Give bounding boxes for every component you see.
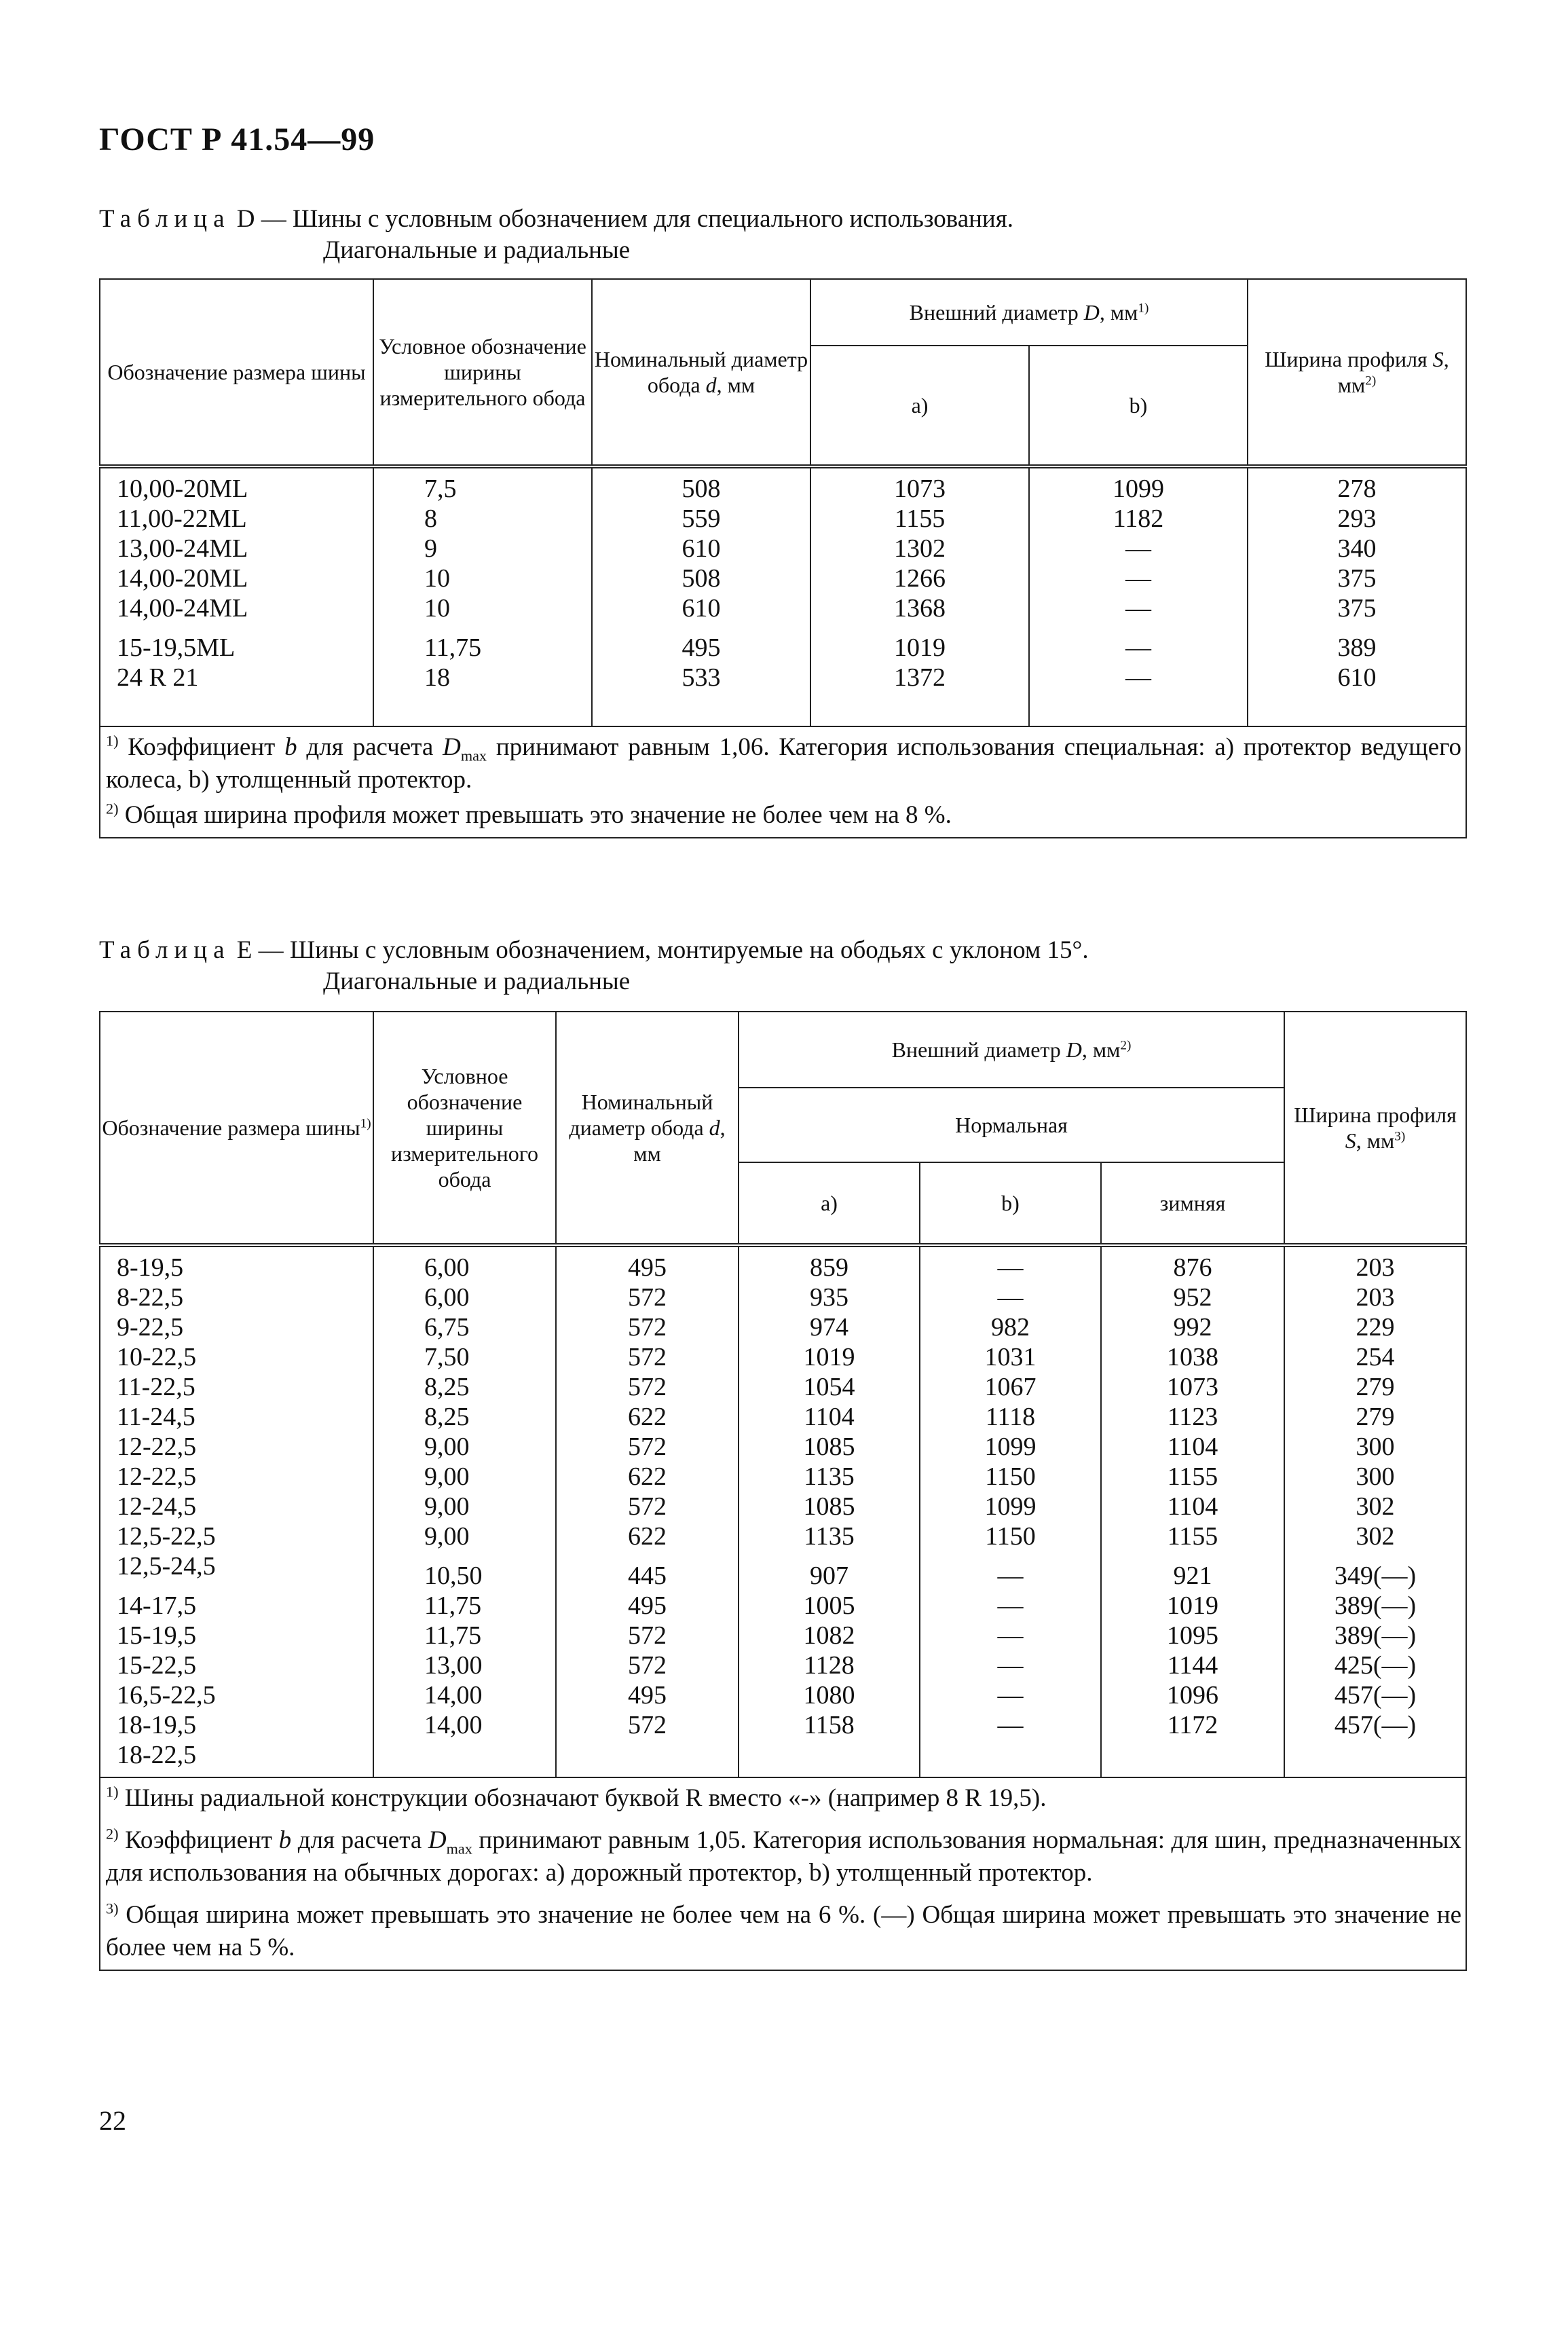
table-cell: 572 (628, 1621, 667, 1650)
table-cell: 457(—) (1334, 1711, 1417, 1739)
table-cell: 572 (628, 1492, 667, 1521)
table-cell: 9,00 (424, 1462, 470, 1491)
table-cell: — (1125, 633, 1151, 662)
table-cell: 425(—) (1334, 1651, 1417, 1680)
table-cell: 9 (424, 534, 437, 563)
table-cell: 1302 (894, 534, 946, 563)
table-cell: 11-22,5 (117, 1373, 195, 1401)
table-cell: 1155 (1167, 1462, 1218, 1491)
table-cell: 1031 (984, 1343, 1037, 1371)
table-cell: 10,50 (424, 1562, 483, 1590)
table-cell: 1099 (984, 1433, 1037, 1461)
group-gap (593, 623, 810, 633)
table-cell: 6,00 (424, 1253, 470, 1282)
table-cell: 610 (1337, 663, 1377, 692)
table-cell: 572 (628, 1651, 667, 1680)
table-e-label: Таблица (99, 936, 231, 964)
table-cell: 14,00-20ML (117, 564, 248, 593)
table-cell: — (997, 1283, 1024, 1312)
table-d-body (100, 466, 1466, 726)
group-gap (811, 623, 1028, 633)
table-cell: 18-22,5 (117, 1741, 197, 1769)
table-e-header-rim-diameter: Номинальный диаметр обода d, мм (556, 1012, 739, 1245)
table-cell: 1155 (1167, 1522, 1218, 1551)
table-cell: 1085 (803, 1433, 855, 1461)
group-gap (424, 1551, 555, 1561)
table-cell: 572 (628, 1313, 667, 1342)
group-gap (117, 623, 373, 633)
table-e-col-size (100, 1245, 373, 1777)
table-d-caption-line2: Диагональные и радиальные (323, 236, 631, 264)
table-d-header-sub-b: b) (1029, 346, 1248, 466)
table-d-notes (100, 726, 1466, 838)
table-cell: 1080 (803, 1681, 855, 1710)
table-e (99, 1011, 1467, 1971)
table-e-col-rim-diameter (556, 1245, 739, 1777)
table-e-header-profile-width: Ширина профиля S, $мм^{3)}$ (1284, 1012, 1466, 1245)
table-cell: 572 (628, 1711, 667, 1739)
table-cell: 11,75 (424, 633, 482, 662)
table-cell: — (997, 1562, 1024, 1590)
table-e-header-rim-width: Условное обозначение ширины измерительного обода (373, 1012, 556, 1245)
table-cell: 1067 (984, 1373, 1037, 1401)
table-cell: 340 (1337, 534, 1377, 563)
table-cell: 15-19,5 (117, 1621, 197, 1650)
document-id: ГОСТ Р 41.54—99 (99, 122, 375, 158)
table-cell: 1085 (803, 1492, 855, 1521)
group-gap (920, 1551, 1100, 1561)
table-cell: 876 (1173, 1253, 1212, 1282)
table-cell: 1182 (1113, 504, 1164, 533)
table-cell: 203 (1356, 1253, 1395, 1282)
table-d-header-sub-a: a) (810, 346, 1029, 466)
table-cell: 445 (628, 1562, 667, 1590)
table-cell: 389(—) (1334, 1591, 1417, 1620)
table-cell: 1019 (894, 633, 946, 662)
table-e-notes (100, 1777, 1466, 1970)
table-cell: — (1125, 594, 1151, 623)
group-gap (1285, 1551, 1466, 1561)
table-cell: — (997, 1681, 1024, 1710)
table-cell: 10 (424, 594, 450, 623)
group-gap (117, 1581, 373, 1591)
table-cell: 15-22,5 (117, 1651, 197, 1680)
table-cell: 11,75 (424, 1591, 482, 1620)
table-cell: 10-22,5 (117, 1343, 197, 1371)
table-cell: 1082 (803, 1621, 855, 1650)
table-cell: 8,25 (424, 1403, 470, 1431)
table-cell: 1005 (803, 1591, 855, 1620)
table-cell: 1368 (894, 594, 946, 623)
table-cell: 572 (628, 1283, 667, 1312)
table-cell: — (997, 1621, 1024, 1650)
table-d-header-profile-width: Ширина профиля S, $мм^{2)}$ (1248, 279, 1466, 466)
page-number: 22 (99, 2105, 126, 2136)
group-gap (1102, 1551, 1284, 1561)
table-d-col-b (1029, 466, 1248, 726)
table-cell: 1266 (894, 564, 946, 593)
table-cell: 8 (424, 504, 437, 533)
table-cell: 9-22,5 (117, 1313, 184, 1342)
table-d-caption (99, 204, 1013, 266)
table-cell: 622 (628, 1522, 667, 1551)
table-d (99, 278, 1467, 838)
table-cell: 1104 (1167, 1492, 1218, 1521)
table-d-header-rim-width: Условное обозначение ширины измерительного обода (373, 279, 592, 466)
table-cell: 1158 (804, 1711, 855, 1739)
table-cell: 302 (1356, 1522, 1395, 1551)
table-cell: 495 (628, 1681, 667, 1710)
group-gap (1248, 623, 1466, 633)
table-cell: 1118 (985, 1403, 1036, 1431)
table-cell: 974 (810, 1313, 848, 1342)
table-cell: — (997, 1591, 1024, 1620)
table-e-caption (99, 935, 1089, 997)
table-cell: 8,25 (424, 1373, 470, 1401)
table-cell: 278 (1337, 475, 1377, 503)
table-cell: 622 (628, 1403, 667, 1431)
table-d-header-outer-diameter: Внешний диаметр D, $мм^{1)}$ (810, 279, 1248, 346)
table-cell: 24 R 21 (117, 663, 199, 692)
table-cell: 12-22,5 (117, 1462, 197, 1491)
table-d-header-rim-diameter: Номинальный диаметр обода d, мм (592, 279, 810, 466)
table-cell: 18-19,5 (117, 1711, 197, 1739)
table-e-header-sub-b: b) (920, 1162, 1101, 1245)
table-cell: 13,00-24ML (117, 534, 248, 563)
table-e-header-sub-a: a) (739, 1162, 920, 1245)
group-gap (424, 623, 591, 633)
table-cell: 907 (810, 1562, 848, 1590)
table-cell: 572 (628, 1433, 667, 1461)
table-d-col-rim-width (373, 466, 592, 726)
table-cell: 7,50 (424, 1343, 470, 1371)
table-cell: — (997, 1711, 1024, 1739)
table-cell: 572 (628, 1373, 667, 1401)
table-cell: 1372 (894, 663, 946, 692)
table-cell: 12,5-24,5 (117, 1552, 216, 1581)
table-cell: 1172 (1167, 1711, 1218, 1739)
table-cell: 279 (1356, 1403, 1395, 1431)
table-cell: 572 (628, 1343, 667, 1371)
table-cell: 859 (810, 1253, 848, 1282)
table-e-col-a (739, 1245, 920, 1777)
table-cell: 254 (1356, 1343, 1395, 1371)
table-cell: 16,5-22,5 (117, 1681, 216, 1710)
table-cell: 622 (628, 1462, 667, 1491)
table-cell: 952 (1173, 1283, 1212, 1312)
table-cell: 1128 (804, 1651, 855, 1680)
table-cell: 7,5 (424, 475, 457, 503)
table-e-note-1: $^{1)}$ Шины радиальной конструкции обозначают буквой R вместо «-» (например 8 R 19,5). (106, 1783, 1047, 1812)
table-cell: 1150 (985, 1522, 1036, 1551)
table-d-note-2-text: Общая ширина профиля может превышать это значение не более чем на 8 %. (124, 801, 952, 829)
table-cell: 1095 (1167, 1621, 1218, 1650)
table-cell: 11-24,5 (117, 1403, 195, 1431)
table-cell: 495 (628, 1591, 667, 1620)
table-cell: 1038 (1167, 1343, 1218, 1371)
table-d-label: Таблица (99, 205, 231, 233)
table-e-col-profile (1284, 1245, 1466, 1777)
table-cell: 6,00 (424, 1283, 470, 1312)
table-d-note-1: $^{1)}$ Коэффициент b для расчета $D_{max}$ принимают равным 1,06. Категория использования специальная: a) протектор ведущего колеса, b) утолщенный протектор. (106, 732, 1461, 794)
table-cell: 1144 (1167, 1651, 1218, 1680)
table-cell: 12-22,5 (117, 1433, 197, 1461)
table-cell: 1099 (1113, 475, 1164, 503)
table-cell: 1073 (1167, 1373, 1218, 1401)
group-gap (557, 1551, 738, 1561)
table-cell: 389 (1337, 633, 1377, 662)
table-cell: 1073 (894, 475, 946, 503)
table-cell: 10,00-20ML (117, 475, 248, 503)
table-cell: 1123 (1167, 1403, 1218, 1431)
table-cell: 1135 (804, 1522, 855, 1551)
table-cell: 1104 (1167, 1433, 1218, 1461)
table-cell: — (1125, 534, 1151, 563)
table-e-col-b (920, 1245, 1101, 1777)
table-cell: 229 (1356, 1313, 1395, 1342)
table-cell: 9,00 (424, 1522, 470, 1551)
table-cell: 11,00-22ML (117, 504, 247, 533)
table-cell: 1099 (984, 1492, 1037, 1521)
table-cell: 375 (1337, 594, 1377, 623)
table-cell: 15-19,5ML (117, 633, 236, 662)
table-cell: 457(—) (1334, 1681, 1417, 1710)
table-cell: 992 (1173, 1313, 1212, 1342)
table-cell: 533 (682, 663, 721, 692)
table-e-col-rim-width (373, 1245, 556, 1777)
table-cell: 9,00 (424, 1433, 470, 1461)
table-cell: 12,5-22,5 (117, 1522, 216, 1551)
table-e-header-normal: Нормальная (739, 1088, 1284, 1162)
table-d-col-size (100, 466, 373, 726)
table-e-col-winter (1101, 1245, 1284, 1777)
table-cell: 610 (682, 594, 721, 623)
table-cell: 14,00-24ML (117, 594, 248, 623)
table-cell: 1054 (803, 1373, 855, 1401)
table-cell: 6,75 (424, 1313, 470, 1342)
table-cell: 14-17,5 (117, 1591, 197, 1620)
table-cell: 8-22,5 (117, 1283, 184, 1312)
table-cell: 300 (1356, 1433, 1395, 1461)
table-cell: — (997, 1651, 1024, 1680)
table-cell: 982 (991, 1313, 1030, 1342)
table-cell: 203 (1356, 1283, 1395, 1312)
table-cell: 1096 (1167, 1681, 1218, 1710)
table-cell: — (1125, 564, 1151, 593)
table-cell: 1104 (804, 1403, 855, 1431)
table-cell: 375 (1337, 564, 1377, 593)
table-cell: 12-24,5 (117, 1492, 197, 1521)
table-cell: 1135 (804, 1462, 855, 1491)
table-cell: 389(—) (1334, 1621, 1417, 1650)
table-cell: 1019 (1167, 1591, 1218, 1620)
table-d-col-rim-diameter (592, 466, 810, 726)
table-cell: 1155 (894, 504, 946, 533)
table-cell: 9,00 (424, 1492, 470, 1521)
table-e-note-2: $^{2)}$ Коэффициент b для расчета $D_{max}$ принимают равным 1,05. Категория использования нормальная: для шин, предназначенных для использования на обычных дорогах: a) дорожный протектор, b) утолщенный протектор. (106, 1825, 1461, 1887)
table-cell: — (997, 1253, 1024, 1282)
table-cell: 293 (1337, 504, 1377, 533)
table-e-body (100, 1245, 1466, 1777)
table-cell: 13,00 (424, 1651, 483, 1680)
table-e-caption-line2: Диагональные и радиальные (323, 967, 631, 995)
table-d-header-size: Обозначение размера шины (100, 279, 373, 466)
table-cell: 279 (1356, 1373, 1395, 1401)
table-cell: 300 (1356, 1462, 1395, 1491)
table-cell: 14,00 (424, 1681, 483, 1710)
table-d-note-2: $^{2)}$ Общая ширина профиля может превышать это значение не более чем на 8 %. (106, 800, 952, 829)
table-cell: 508 (682, 475, 721, 503)
table-cell: 495 (628, 1253, 667, 1282)
group-gap (739, 1551, 919, 1561)
table-cell: 14,00 (424, 1711, 483, 1739)
table-d-col-profile (1248, 466, 1466, 726)
table-cell: 1150 (985, 1462, 1036, 1491)
table-cell: 10 (424, 564, 450, 593)
table-cell: 302 (1356, 1492, 1395, 1521)
table-e-header-size: Обозначение размера шины$^{1)}$ (100, 1012, 373, 1245)
table-cell: 349(—) (1334, 1562, 1417, 1590)
table-cell: 610 (682, 534, 721, 563)
table-e-note-3: $^{3)}$ Общая ширина может превышать это значение не более чем на 6 %. (—) Общая ширина может превышать это значение не более чем на 5 %. (106, 1900, 1462, 1961)
table-cell: 11,75 (424, 1621, 482, 1650)
table-cell: 935 (810, 1283, 848, 1312)
table-cell: 508 (682, 564, 721, 593)
table-cell: 559 (682, 504, 721, 533)
table-e-caption-line1: E — Шины с условным обозначением, монтируемые на ободьях с уклоном 15°. (236, 936, 1089, 964)
table-cell: 1019 (803, 1343, 855, 1371)
table-e-header-sub-winter: зимняя (1101, 1162, 1284, 1245)
table-cell: 495 (682, 633, 721, 662)
table-cell: — (1125, 663, 1151, 692)
table-cell: 8-19,5 (117, 1253, 184, 1282)
group-gap (1030, 623, 1247, 633)
table-cell: 18 (424, 663, 450, 692)
table-d-col-a (810, 466, 1029, 726)
table-e-header-outer-diameter: Внешний диаметр D, $мм^{2)}$ (739, 1012, 1284, 1088)
table-d-caption-line1: D — Шины с условным обозначением для специального использования. (236, 205, 1014, 233)
table-cell: 921 (1173, 1562, 1212, 1590)
